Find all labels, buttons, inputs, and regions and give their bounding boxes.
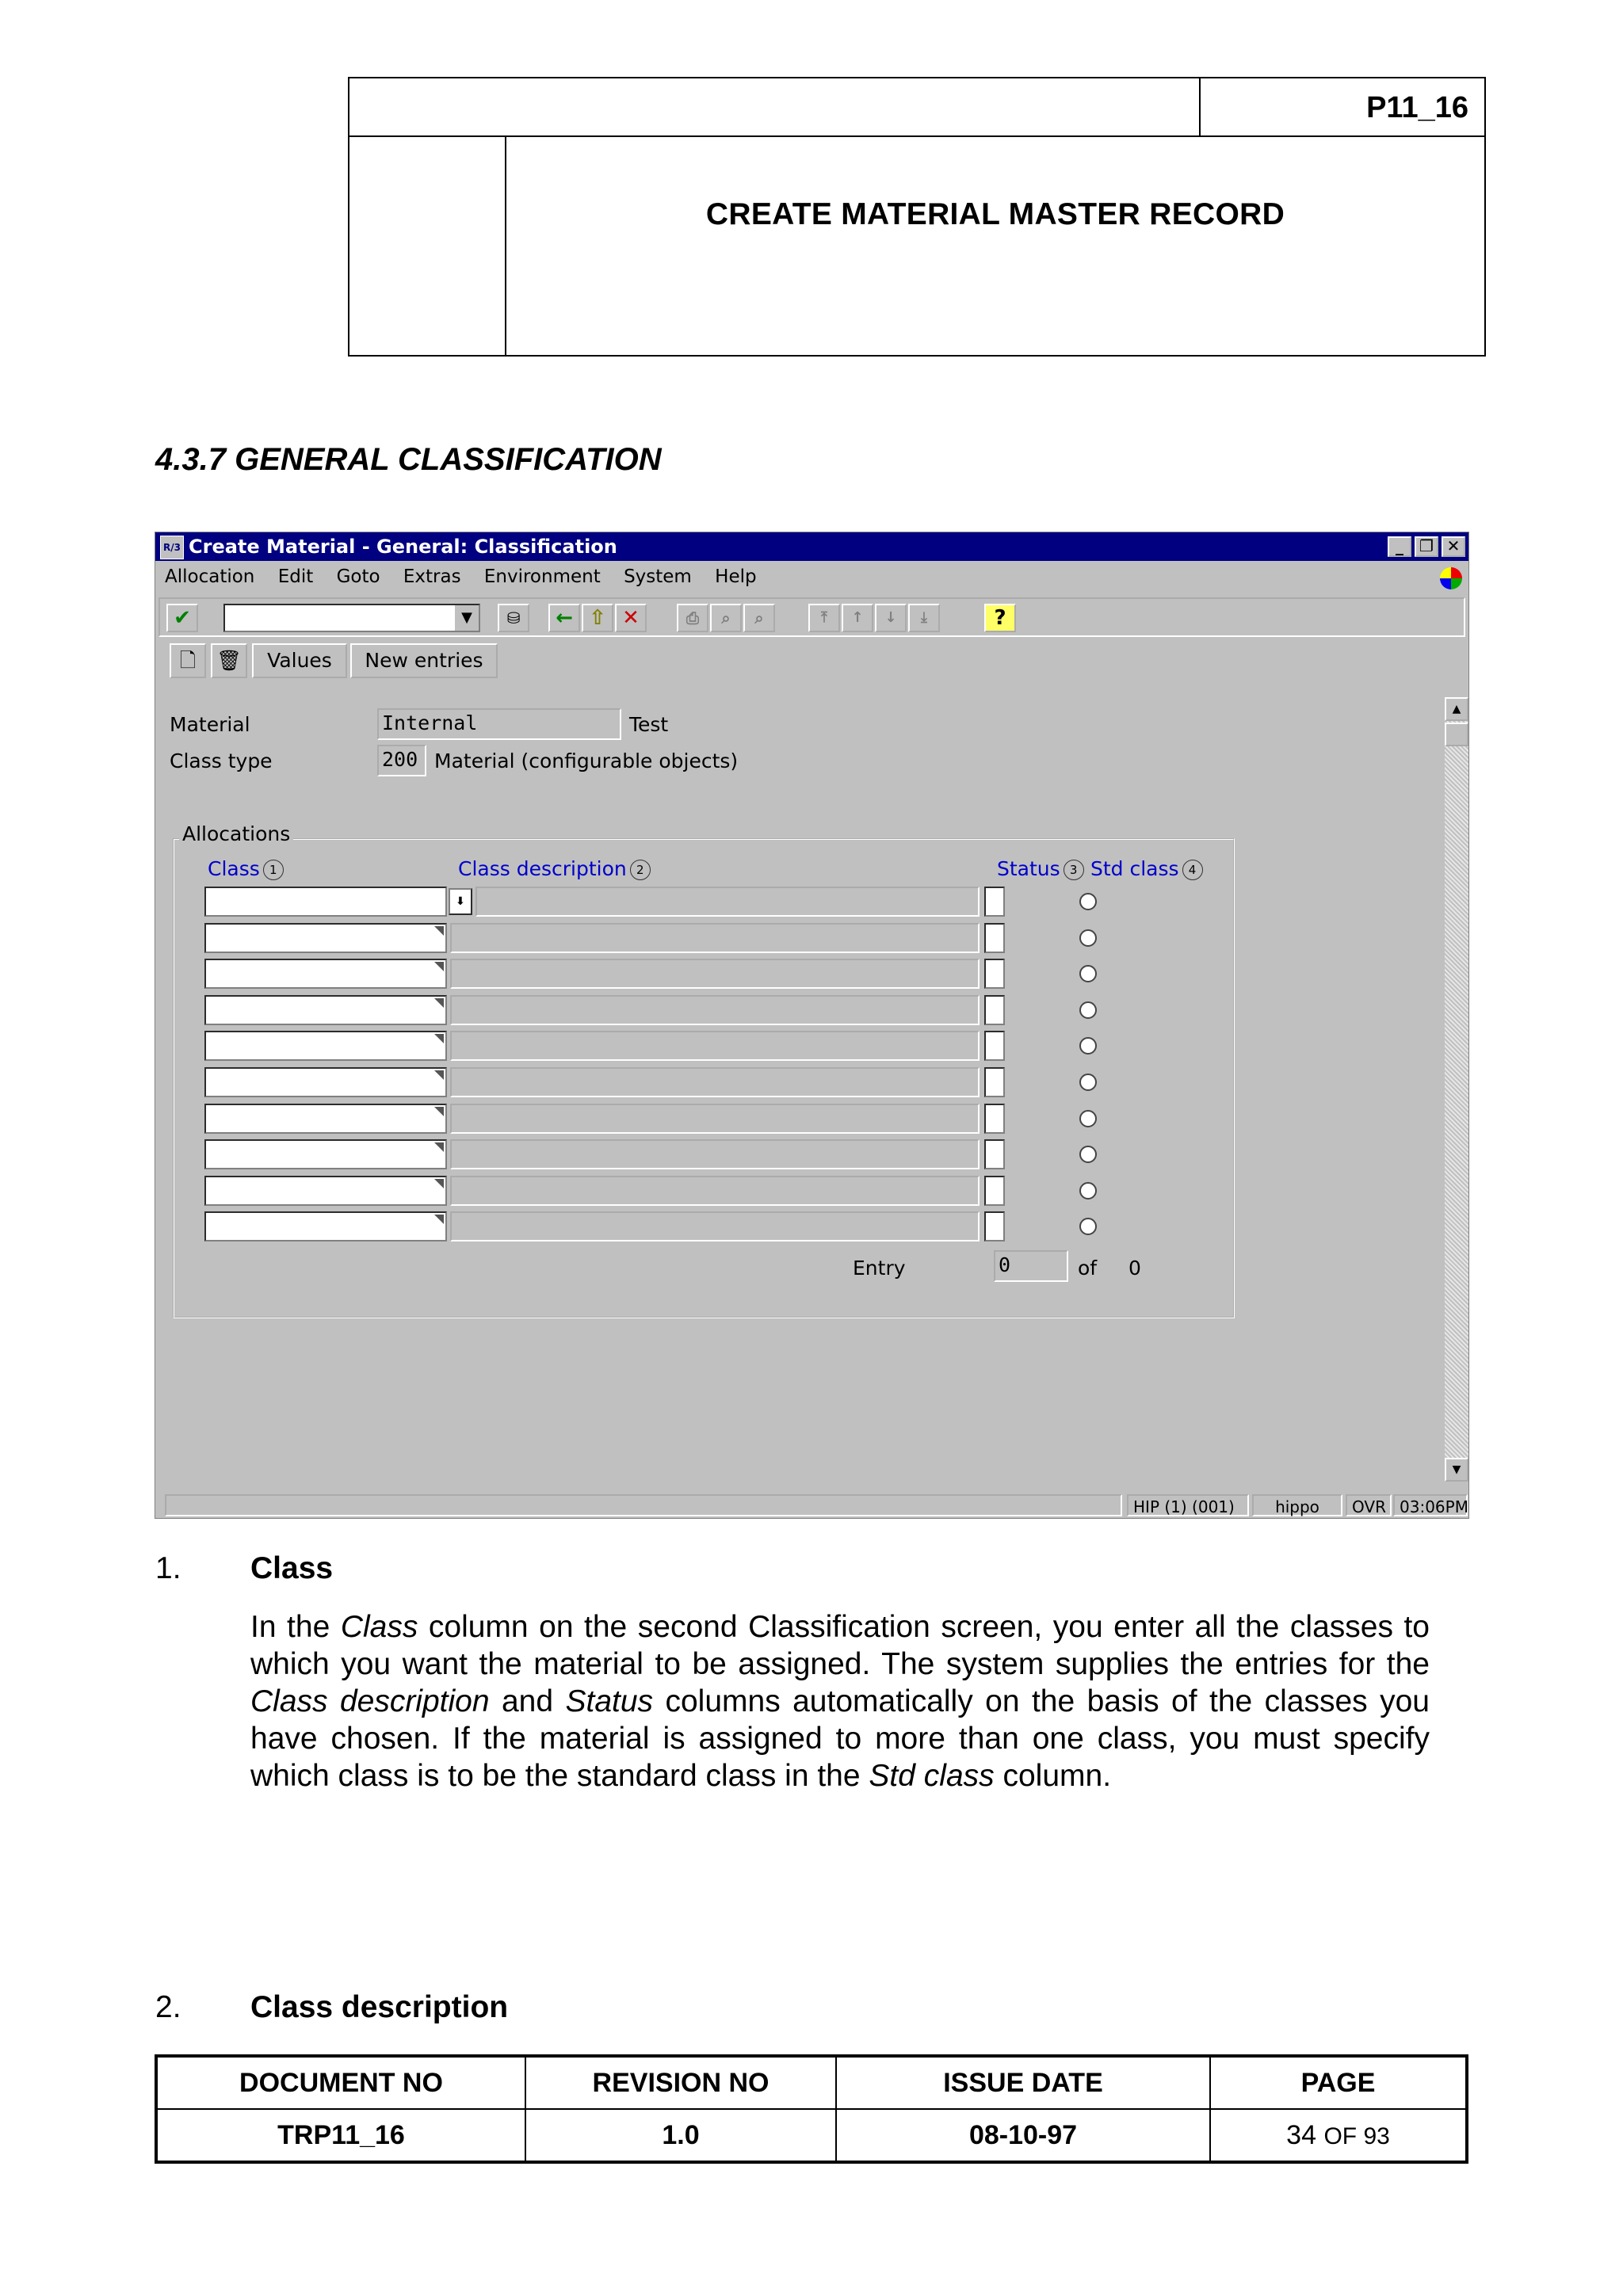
column-header-status — [997, 857, 1084, 880]
sap-app-icon: R/3 — [160, 536, 184, 559]
required-corner-icon — [434, 998, 444, 1008]
next-page-icon[interactable]: ↓ — [875, 604, 907, 632]
para-text-4: columns automatically on the basis of the classes you have chosen. If the material is assigned to more than one class, you must specify which class is to be the standard class in the — [250, 1684, 1430, 1793]
save-icon[interactable]: ⛁ — [498, 604, 529, 632]
find-icon[interactable]: ⌕ — [710, 604, 742, 632]
class-description-field — [450, 923, 980, 953]
document-code: P11_16 — [1199, 78, 1484, 135]
status-time: 03:06PM — [1393, 1494, 1468, 1516]
std-class-radio[interactable] — [1079, 1110, 1097, 1127]
para-text-1: In the — [250, 1610, 341, 1644]
class-description-field — [450, 995, 980, 1025]
restore-button[interactable]: ❐ — [1415, 536, 1438, 557]
marker-1: 1 — [263, 860, 284, 880]
command-dropdown-icon[interactable]: ▼ — [453, 605, 479, 631]
menu-goto[interactable]: Goto — [336, 566, 380, 587]
material-description: Test — [629, 713, 669, 736]
standard-toolbar — [158, 597, 1465, 637]
exit-up-arrow-icon[interactable]: ⇧ — [582, 604, 613, 632]
cancel-x-icon[interactable]: ✕ — [615, 604, 647, 632]
status-message-area — [165, 1494, 1122, 1516]
find-next-icon[interactable]: ⌕ — [743, 604, 775, 632]
application-toolbar — [158, 640, 1465, 681]
previous-page-icon[interactable]: ↑ — [842, 604, 873, 632]
new-document-icon[interactable]: 🗋 — [170, 643, 206, 678]
status-field[interactable] — [984, 1176, 1005, 1206]
std-class-radio[interactable] — [1079, 965, 1097, 982]
status-field[interactable] — [984, 1211, 1005, 1241]
last-page-icon[interactable]: ⤓ — [908, 604, 940, 632]
required-corner-icon — [434, 1179, 444, 1188]
scroll-thumb[interactable] — [1445, 723, 1468, 746]
status-field[interactable] — [984, 959, 1005, 989]
std-class-radio[interactable] — [1079, 929, 1097, 947]
status-field[interactable] — [984, 1031, 1005, 1061]
footer-document-no: TRP11_16 — [156, 2109, 525, 2162]
required-corner-icon — [434, 962, 444, 971]
class-input[interactable] — [204, 887, 447, 917]
menu-system[interactable]: System — [624, 566, 692, 587]
document-footer-table — [155, 2054, 1468, 2164]
allocation-row — [155, 995, 1217, 1027]
header-left-cell — [349, 135, 506, 355]
material-label: Material — [170, 713, 250, 736]
std-class-radio[interactable] — [1079, 1146, 1097, 1163]
menu-bar — [155, 561, 1468, 593]
sap-window — [155, 532, 1469, 1519]
status-field[interactable] — [984, 1067, 1005, 1097]
allocation-row — [155, 1176, 1217, 1207]
section-title: 4.3.7 GENERAL CLASSIFICATION — [155, 442, 662, 477]
std-class-radio[interactable] — [1079, 1074, 1097, 1091]
allocation-row — [155, 1031, 1217, 1062]
std-class-radio[interactable] — [1079, 1037, 1097, 1055]
command-field[interactable] — [223, 604, 480, 632]
item-1-heading: Class — [250, 1551, 334, 1585]
std-class-radio[interactable] — [1079, 893, 1097, 910]
std-class-radio[interactable] — [1079, 1218, 1097, 1235]
para-italic-class-description: Class description — [250, 1684, 490, 1718]
help-question-icon[interactable]: ? — [984, 604, 1016, 632]
class-type-field[interactable]: 200 — [377, 745, 426, 776]
class-input[interactable] — [204, 1031, 447, 1061]
column-header-class-description-label: Class description — [458, 857, 627, 880]
enter-checkmark-icon[interactable]: ✔ — [166, 604, 198, 632]
required-corner-icon — [434, 1034, 444, 1043]
class-description-field — [475, 887, 980, 917]
status-system: HIP (1) (001) — [1127, 1494, 1249, 1516]
class-description-field — [450, 1067, 980, 1097]
column-header-class-description — [458, 857, 651, 880]
column-header-class — [208, 857, 284, 880]
menu-allocation[interactable]: Allocation — [165, 566, 255, 587]
allocation-row — [155, 959, 1217, 990]
menu-environment[interactable]: Environment — [483, 566, 601, 587]
scroll-down-arrow-icon[interactable]: ▼ — [1445, 1458, 1468, 1482]
status-field[interactable] — [984, 1139, 1005, 1169]
print-icon[interactable]: ⎙ — [677, 604, 708, 632]
footer-page-number: 34 — [1286, 2119, 1316, 2150]
para-italic-std-class: Std class — [869, 1759, 995, 1793]
values-button[interactable]: Values — [252, 643, 347, 678]
entry-label: Entry — [853, 1257, 906, 1280]
marker-2: 2 — [630, 860, 651, 880]
status-field[interactable] — [984, 887, 1005, 917]
material-field[interactable]: Internal — [377, 708, 621, 740]
scroll-up-arrow-icon[interactable]: ▲ — [1445, 697, 1468, 721]
footer-header-revision-no: REVISION NO — [525, 2056, 836, 2109]
item-2-heading: Class description — [250, 1990, 509, 2024]
back-arrow-icon[interactable]: ← — [548, 604, 580, 632]
window-titlebar — [155, 532, 1468, 561]
vertical-scrollbar[interactable] — [1445, 697, 1468, 1482]
status-field[interactable] — [984, 1104, 1005, 1134]
para-text-2: column on the second Classification screen, you enter all the classes to which you want the material to be assigned. The system supplies the entries for the — [250, 1610, 1430, 1681]
allocation-row — [155, 1067, 1217, 1099]
document-title: CREATE MATERIAL MASTER RECORD — [705, 197, 1285, 231]
menu-help[interactable]: Help — [715, 566, 757, 587]
status-field[interactable] — [984, 995, 1005, 1025]
class-type-description: Material (configurable objects) — [434, 749, 739, 772]
window-title: Create Material - General: Classification — [189, 536, 617, 558]
status-mode: OVR — [1346, 1494, 1392, 1516]
menu-edit[interactable]: Edit — [277, 566, 314, 587]
item-1-number: 1. — [155, 1551, 181, 1585]
footer-revision-no: 1.0 — [525, 2109, 836, 2162]
footer-header-issue-date: ISSUE DATE — [836, 2056, 1210, 2109]
footer-value-row — [156, 2109, 1467, 2162]
class-type-label: Class type — [170, 749, 273, 772]
allocation-row — [155, 1104, 1217, 1135]
class-input[interactable] — [204, 959, 447, 989]
para-italic-class: Class — [340, 1610, 418, 1644]
required-corner-icon — [434, 1070, 444, 1080]
para-text-5: column. — [994, 1759, 1112, 1793]
required-corner-icon — [434, 1107, 444, 1116]
class-description-field — [450, 959, 980, 989]
allocation-row — [155, 887, 1217, 918]
column-header-std-class — [1090, 857, 1203, 880]
class-input[interactable] — [204, 1104, 447, 1134]
allocations-title: Allocations — [179, 822, 293, 845]
class-description-field — [450, 1031, 980, 1061]
footer-header-row — [156, 2056, 1467, 2109]
required-corner-icon — [434, 1142, 444, 1152]
required-corner-icon — [434, 1215, 444, 1224]
allocation-row — [155, 1139, 1217, 1171]
total-entries: 0 — [1128, 1257, 1141, 1280]
item-2-number: 2. — [155, 1990, 181, 2024]
marker-4: 4 — [1182, 860, 1203, 880]
allocation-row — [155, 923, 1217, 955]
column-header-std-class-label: Std class — [1090, 857, 1179, 880]
para-italic-status: Status — [565, 1684, 654, 1718]
class-description-field — [450, 1176, 980, 1206]
status-field[interactable] — [984, 923, 1005, 953]
close-button[interactable]: ✕ — [1442, 536, 1465, 557]
menu-extras[interactable]: Extras — [403, 566, 461, 587]
required-corner-icon — [434, 926, 444, 936]
first-page-icon[interactable]: ⤒ — [808, 604, 840, 632]
std-class-radio[interactable] — [1079, 1182, 1097, 1199]
class-input[interactable] — [204, 1211, 447, 1241]
class-description-field — [450, 1139, 980, 1169]
value-help-arrow-icon[interactable]: ⬇ — [449, 888, 472, 915]
class-explanation-paragraph — [250, 1608, 1430, 1794]
sap-status-globe-icon — [1440, 567, 1462, 589]
new-entries-button[interactable]: New entries — [350, 643, 498, 678]
delete-trash-icon[interactable]: 🗑 — [211, 643, 247, 678]
column-header-status-label: Status — [997, 857, 1060, 880]
minimize-button[interactable]: _ — [1388, 536, 1411, 557]
footer-page-total: OF 93 — [1323, 2122, 1390, 2149]
class-input[interactable] — [204, 1176, 447, 1206]
class-description-field — [450, 1104, 980, 1134]
document-header — [348, 77, 1486, 357]
class-input[interactable] — [204, 1067, 447, 1097]
footer-header-page: PAGE — [1210, 2056, 1467, 2109]
std-class-radio[interactable] — [1079, 1001, 1097, 1019]
class-input[interactable] — [204, 995, 447, 1025]
status-server: hippo — [1252, 1494, 1342, 1516]
footer-header-document-no: DOCUMENT NO — [156, 2056, 525, 2109]
footer-page — [1210, 2109, 1467, 2162]
class-input[interactable] — [204, 1139, 447, 1169]
of-label: of — [1078, 1257, 1098, 1280]
entry-field[interactable]: 0 — [994, 1250, 1068, 1282]
marker-3: 3 — [1064, 860, 1084, 880]
para-text-3: and — [489, 1684, 566, 1718]
status-bar — [155, 1493, 1468, 1518]
footer-issue-date: 08-10-97 — [836, 2109, 1210, 2162]
class-input[interactable] — [204, 923, 447, 953]
column-header-class-label: Class — [208, 857, 260, 880]
allocation-row — [155, 1211, 1217, 1243]
class-description-field — [450, 1211, 980, 1241]
